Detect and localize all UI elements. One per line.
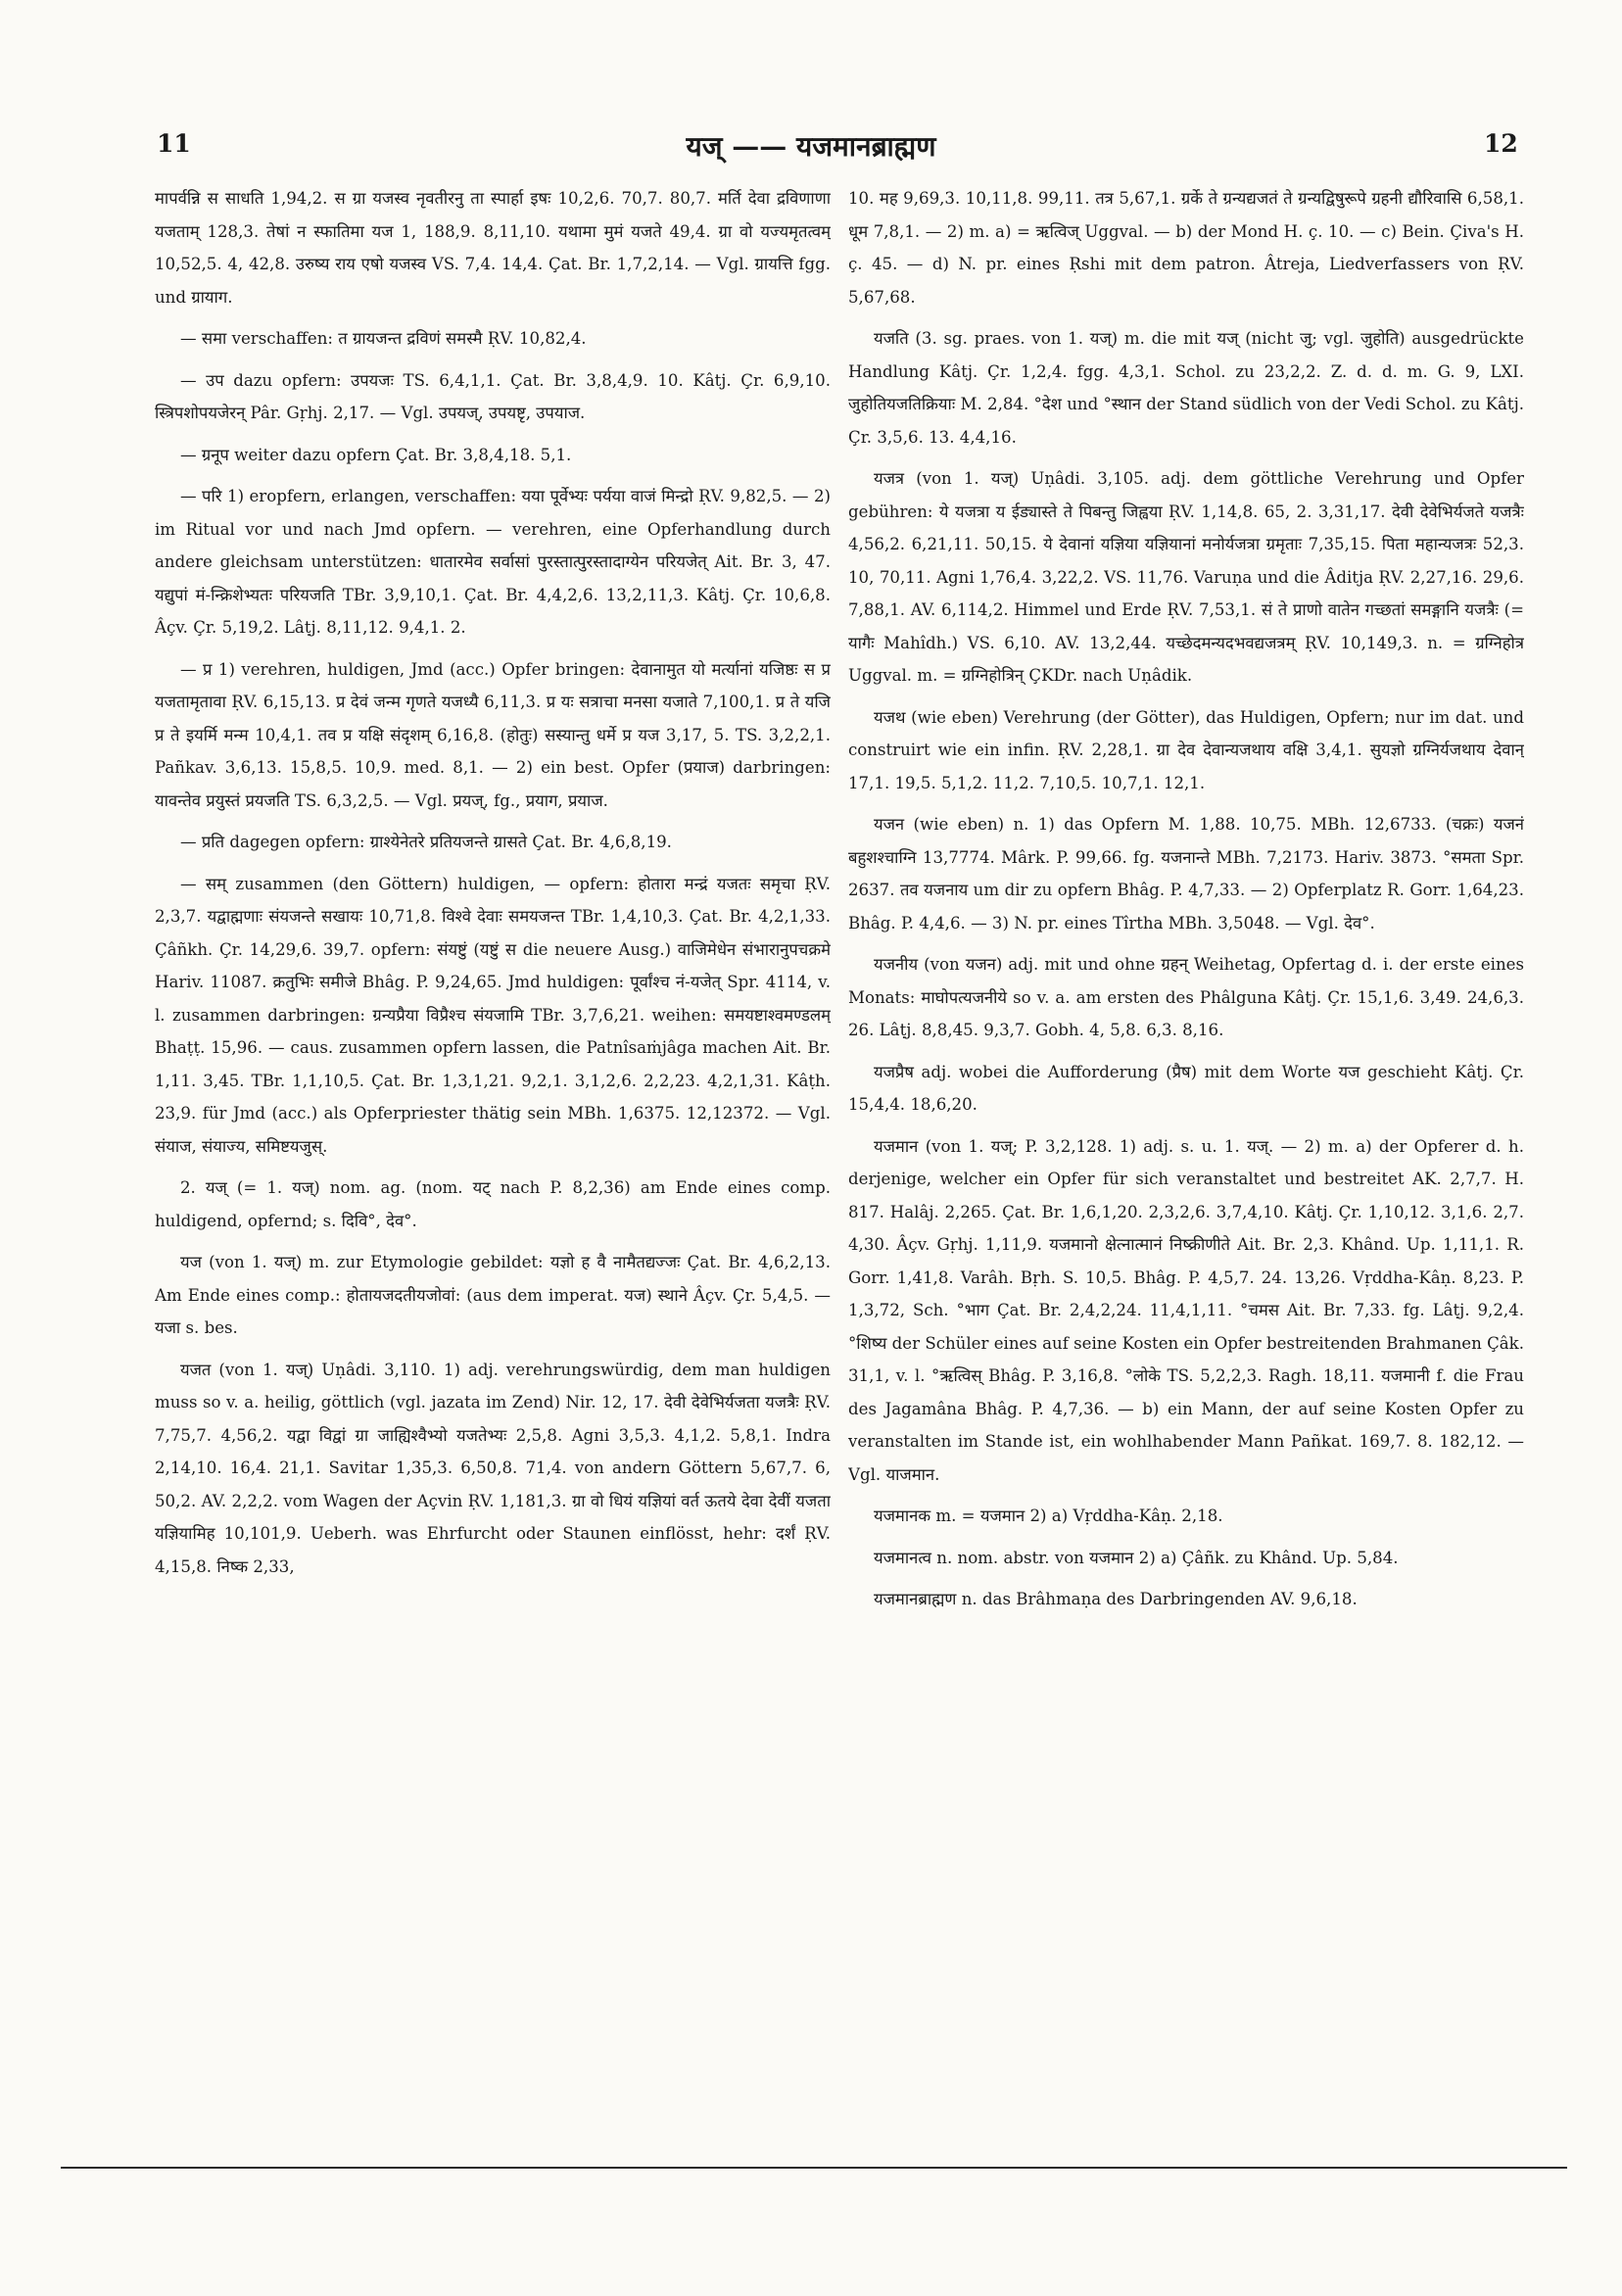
entry-paragraph: यजत्र (von 1. यज्) Uṇâdi. 3,105. adj. dem göttliche Verehrung und Opfer gebühren: ये यजत्रा य ईड्यास्ते ते पिबन्तु जिह्वया ṚV. 1,14,8. 65, 2. 3,31,17. देवी देवेभिर्यजते यजत्रैः 4,56,2. 6,21,11. 50,15. ये देवानां यज्ञिया यज्ञियानां मनोर्यजत्रा ग्रमृताः 7,35,15. पिता महान्यजत्रः 52,3. 10, 70,11. Agni 1,76,4. 3,22,2. VS. 11,76. Varuṇa und die Âditja ṚV. 2,27,16. 29,6. 7,88,1. AV. 6,114,2. Himmel und Erde ṚV. 7,53,1. सं ते प्राणो वातेन गच्छतां समङ्गानि यजत्रैः (= यागैः Mahîdh.) VS. 6,10. AV. 13,2,44. यच्छेदमन्यदभवद्यजत्रम् ṚV. 10,149,3. n. = ग्रग्निहोत्र Uggval. m. = ग्रग्निहोत्रिन् ÇKDr. nach Uṇâdik. <box>848 469 1524 685</box>
right-column <box>848 182 1524 2019</box>
entry-paragraph: — सम् zusammen (den Göttern) huldigen, — opfern: होतारा मन्द्रं यजतः समृचा ṚV. 2,3,7. यद्वाह्मणाः संयजन्ते सखायः 10,71,8. विश्वे देवाः समयजन्त TBr. 1,4,10,3. Çat. Br. 4,2,1,33. Çâñkh. Çr. 14,29,6. 39,7. opfern: संयष्टुं (यष्टुं स die neuere Ausg.) वाजिमेधेन संभारानुपचक्रमे Hariv. 11087. क्रतुभिः समीजे Bhâg. P. 9,24,65. Jmd huldigen: पूर्वांश्च नं-यजेत् Spr. 4114, v. l. zusammen darbringen: ग्रन्यप्रैया विप्रैश्च संयजामि TBr. 3,7,6,21. weihen: समयष्टाश्वमण्डलम् Bhaṭṭ. 15,96. — caus. zusammen opfern lassen, die Patnîsaṁjâga machen Ait. Br. 1,11. 3,45. TBr. 1,1,10,5. Çat. Br. 1,3,1,21. 9,2,1. 3,1,2,6. 2,2,23. 4,2,1,31. Kâṭh. 23,9. für Jmd (acc.) als Opferpriester thätig sein MBh. 1,6375. 12,12372. — Vgl. संयाज, संयाज्य, समिष्टयजुस्. <box>155 874 831 1156</box>
left-column <box>155 182 831 2019</box>
entry-paragraph: यजमानत्व n. nom. abstr. von यजमान 2) a) Çâñk. zu Khând. Up. 5,84. <box>874 1548 1399 1567</box>
entry-paragraph: — ग्रनूप weiter dazu opfern Çat. Br. 3,8,4,18. 5,1. <box>180 445 572 464</box>
entry-paragraph: — परि 1) eropfern, erlangen, verschaffen: यया पूर्वेभ्यः पर्यया वाजं मिन्द्रो ṚV. 9,82,5. — 2) im Ritual vor und nach Jmd opfern. — verehren, eine Opferhandlung durch andere gleichsam unterstützen: धातारमेव सर्वासां पुरस्तात्पुरस्तादाग्येन परियजेत् Ait. Br. 3, 47. यद्युपां मं-न्क्रिशेभ्यतः परियजति TBr. 3,9,10,1. Çat. Br. 4,4,2,6. 13,2,11,3. Kâtj. Çr. 10,6,8. Âçv. Çr. 5,19,2. Lâṭj. 8,11,12. 9,4,1. 2. <box>155 487 831 637</box>
entry-paragraph: मापर्वन्नि स साधति 1,94,2. स ग्रा यजस्व नृवतीरनु ता स्पार्हा इषः 10,2,6. 70,7. 80,7. मर्ति देवा द्रविणाणा यजताम् 128,3. तेषां न स्फातिमा यज 1, 188,9. 8,11,10. यथामा मुमं यजते 49,4. ग्रा वो यज्यमृतत्वम् 10,52,5. 4, 42,8. उरुष्य राय एषो यजस्व VS. 7,4. 14,4. Çat. Br. 1,7,2,14. — Vgl. ग्रायत्ति fgg. und ग्रायाग. <box>155 189 831 307</box>
page-number-left: 11 <box>157 129 191 158</box>
entry-paragraph: — प्रति dagegen opfern: ग्राश्येनेतरे प्रतियजन्ते ग्रासते Çat. Br. 4,6,8,19. <box>180 833 672 851</box>
running-header: यज् —— यजमानब्राह्मण <box>686 130 936 163</box>
entry-paragraph: — उप dazu opfern: उपयजः TS. 6,4,1,1. Çat. Br. 3,8,4,9. 10. Kâtj. Çr. 6,9,10. स्त्रिपशोपयजेरन् Pâr. Gṛhj. 2,17. — Vgl. उपयज्, उपयष्टृ, उपयाज. <box>155 370 831 422</box>
entry-paragraph: यजमानक m. = यजमान 2) a) Vṛddha-Kâṇ. 2,18. <box>874 1507 1223 1525</box>
entry-paragraph: यजप्रैष adj. wobei die Aufforderung (प्रैष) mit dem Worte यज geschieht Kâtj. Çr. 15,4,4. 18,6,20. <box>848 1062 1524 1114</box>
page-number-right: 12 <box>1484 129 1518 158</box>
entry-paragraph: यजन (wie eben) n. 1) das Opfern M. 1,88. 10,75. MBh. 12,6733. (चक्रः) यजनं बहुशश्चाग्नि 13,7774. Mârk. P. 99,66. fg. यजनान्ते MBh. 7,2173. Hariv. 3873. °समता Spr. 2637. तव यजनाय um dir zu opfern Bhâg. P. 4,7,33. — 2) Opferplatz R. Gorr. 1,64,23. Bhâg. P. 4,4,6. — 3) N. pr. eines Tîrtha MBh. 3,5048. — Vgl. देव°. <box>848 815 1524 933</box>
entry-paragraph: — समा verschaffen: त ग्रायजन्त द्रविणं समस्मै ṚV. 10,82,4. <box>180 329 587 348</box>
entry-paragraph: यजत (von 1. यज्) Uṇâdi. 3,110. 1) adj. verehrungswürdig, dem man huldigen muss so v. a. heilig, göttlich (vgl. jazata im Zend) Nir. 12, 17. देवी देवेभिर्यजता यजत्रैः ṚV. 7,75,7. 4,56,2. यद्वा विद्वां ग्रा जाह्यिश्वैभ्यो यजतेभ्यः 2,5,8. Agni 3,5,3. 4,1,2. 5,8,1. Indra 2,14,10. 16,4. 21,1. Savitar 1,35,3. 6,50,8. 71,4. von andern Göttern 5,67,7. 6, 50,2. AV. 2,2,2. vom Wagen der Açvin ṚV. 1,181,3. ग्रा वो धियं यज्ञियां वर्त ऊतये देवा देवीं यजता यज्ञियामिह 10,101,9. Ueberh. was Ehrfurcht oder Staunen einflösst, hehr: दर्शं ṚV. 4,15,8. निष्क 2,33, <box>155 1360 831 1576</box>
entry-paragraph: यजमानब्राह्मण n. das Brâhmaṇa des Darbringenden AV. 9,6,18. <box>874 1590 1358 1608</box>
entry-paragraph: यजनीय (von यजन) adj. mit und ohne ग्रहन् Weihetag, Opfertag d. i. der erste eines Monats: माघोपत्यजनीये so v. a. am ersten des Phâlguna Kâtj. Çr. 15,1,6. 3,49. 24,6,3. 26. Lâṭj. 8,8,45. 9,3,7. Gobh. 4, 5,8. 6,3. 8,16. <box>848 955 1524 1039</box>
entry-paragraph: — प्र 1) verehren, huldigen, Jmd (acc.) Opfer bringen: देवानामुत यो मर्त्यानां यजिष्ठः स प्र यजतामृतावा ṚV. 6,15,13. प्र देवं जन्म गृणते यजध्यै 6,11,3. प्र यः सत्राचा मनसा यजाते 7,100,1. प्र ते यजि प्र ते इयर्मि मन्म 10,4,1. तव प्र यक्षि संदृशम् 6,16,8. (होतुः) सस्यान्तु धर्मे प्र यज 3,17, 5. TS. 3,2,2,1. Pañkav. 3,6,13. 15,8,5. 10,9. med. 8,1. — 2) ein best. Opfer (प्रयाज) darbringen: यावन्तेव प्रयुस्तं प्रयजति TS. 6,3,2,5. — Vgl. प्रयज्, fg., प्रयाग, प्रयाज. <box>155 659 831 810</box>
entry-paragraph: यजति (3. sg. praes. von 1. यज्) m. die mit यज् (nicht जु; vgl. जुहोति) ausgedrückte Handlung Kâtj. Çr. 1,2,4. fgg. 4,3,1. Schol. zu 23,2,2. Z. d. d. m. G. 9, LXI. जुहोतियजतिक्रियाः M. 2,84. °देश und °स्थान der Stand südlich von der Vedi Schol. zu Kâtj. Çr. 3,5,6. 13. 4,4,16. <box>848 329 1524 447</box>
entry-paragraph: 2. यज् (= 1. यज्) nom. ag. (nom. यट् nach P. 8,2,36) am Ende eines comp. huldigend, opfernd; s. दिवि°, देव°. <box>155 1178 831 1230</box>
entry-paragraph: यजथ (wie eben) Verehrung (der Götter), das Huldigen, Opfern; nur im dat. und construirt wie ein infin. ṚV. 2,28,1. ग्रा देव देवान्यजथाय वक्षि 3,4,1. सुयज्ञो ग्रग्निर्यजथाय देवान् 17,1. 19,5. 5,1,2. 11,2. 7,10,5. 10,7,1. 12,1. <box>848 707 1524 792</box>
entry-paragraph: यजमान (von 1. यज्; P. 3,2,128. 1) adj. s. u. 1. यज्. — 2) m. a) der Opferer d. h. derjenige, welcher ein Opfer für sich veranstaltet und bestreitet AK. 2,7,7. H. 817. Halâj. 2,265. Çat. Br. 1,6,1,20. 2,3,2,6. 3,7,4,10. Kâtj. Çr. 1,10,12. 3,1,6. 2,7. 4,30. Âçv. Gṛhj. 1,11,9. यजमानो क्षेत्नात्मानं निष्क्रीणीते Ait. Br. 2,3. Khând. Up. 1,11,1. R. Gorr. 1,41,8. Varâh. Bṛh. S. 10,5. Bhâg. P. 4,5,7. 24. 13,26. Vṛddha-Kâṇ. 8,23. P. 1,3,72, Sch. °भाग Çat. Br. 2,4,2,24. 11,4,1,11. °चमस Ait. Br. 7,33. fg. Lâṭj. 9,2,4. °शिष्य der Schüler eines auf seine Kosten ein Opfer bestreitenden Brahmanen Çâk. 31,1, v. l. °ऋत्विस् Bhâg. P. 3,16,8. °लोके TS. 5,2,2,3. Ragh. 18,11. यजमानी f. die Frau des Jagamâna Bhâg. P. 4,7,36. — b) ein Mann, der auf seine Kosten Opfer zu veranstalten im Stande ist, ein wohlhabender Mann Pañkat. 169,7. 8. 182,12. — Vgl. याजमान. <box>848 1136 1524 1484</box>
bottom-rule <box>61 2167 1567 2169</box>
entry-paragraph: यज (von 1. यज्) m. zur Etymologie gebildet: यज्ञो ह वै नामैतद्यज्जः Çat. Br. 4,6,2,13. Am Ende eines comp.: होतायजदतीयजोवां: (aus dem imperat. यज) स्थाने Âçv. Çr. 5,4,5. — यजा s. bes. <box>155 1253 831 1337</box>
entry-paragraph: 10. मह 9,69,3. 10,11,8. 99,11. तत्र 5,67,1. ग्रर्के ते ग्रन्यद्यजतं ते ग्रन्यद्विषुरूपे ग्रहनी द्यौरिवासि 6,58,1. धूम 7,8,1. — 2) m. a) = ऋत्विज् Uggval. — b) der Mond H. ç. 10. — c) Bein. Çiva's H. ç. 45. — d) N. pr. eines Ṛshi mit dem patron. Âtreja, Liedverfassers von ṚV. 5,67,68. <box>848 189 1524 307</box>
